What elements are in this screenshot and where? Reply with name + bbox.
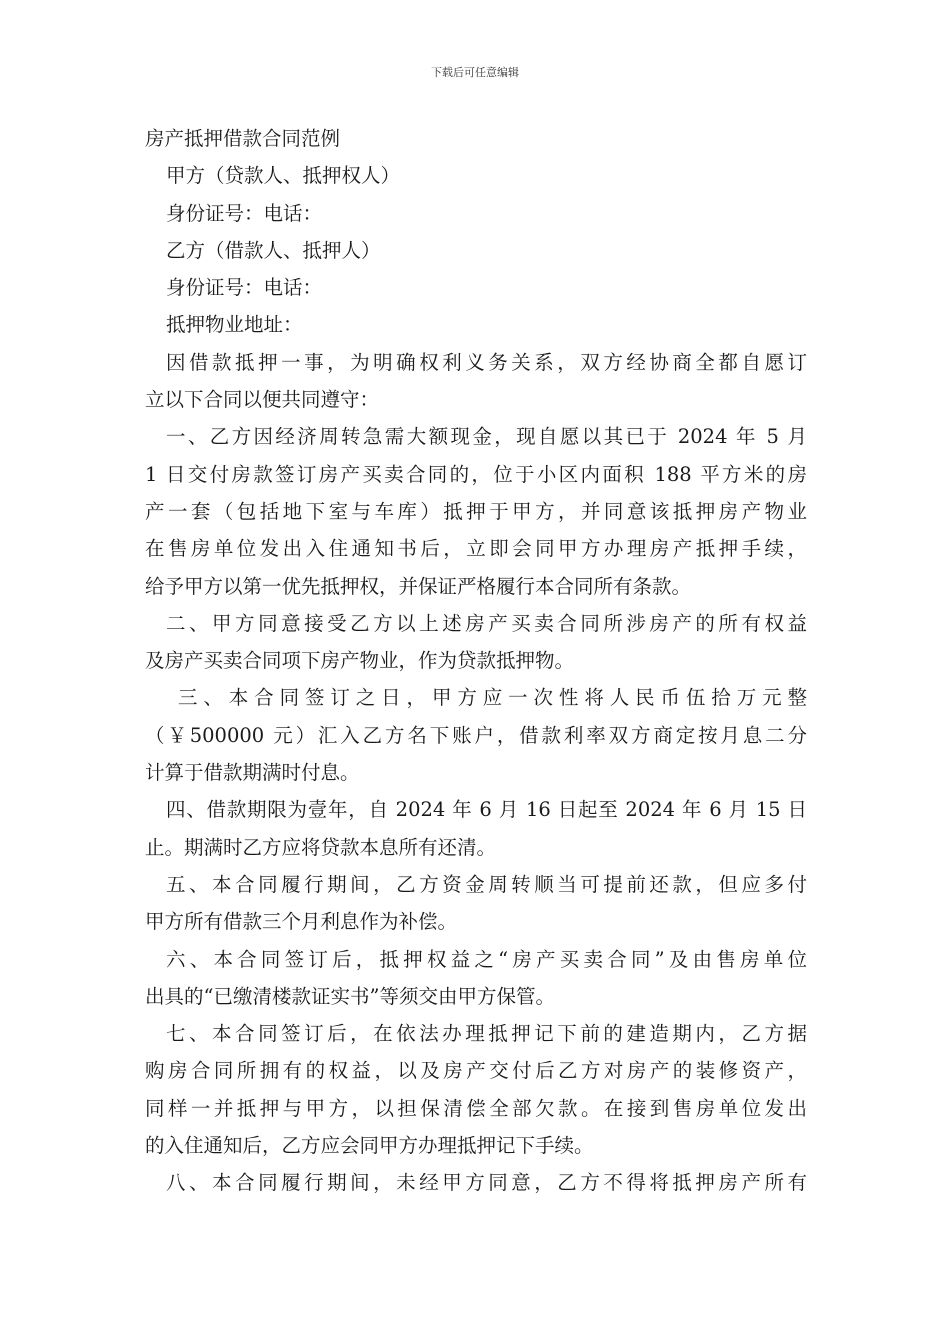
preamble-line: 因借款抵押一事，为明确权利义务关系，双方经协商全都自愿订 bbox=[166, 350, 807, 374]
clause-5-line: 五、本合同履行期间，乙方资金周转顺当可提前还款，但应多付 bbox=[166, 872, 807, 896]
clause-1-line: 一、乙方因经济周转急需大额现金，现自愿以其已于 2024 年 5 月 bbox=[166, 425, 807, 449]
clause-8-line: 八、本合同履行期间，未经甲方同意，乙方不得将抵押房产所有 bbox=[166, 1171, 807, 1195]
clause-3-line: 三、本合同签订之日，甲方应一次性将人民币伍拾万元整 bbox=[178, 686, 807, 710]
clause-3-line: 计算于借款期满时付息。 bbox=[145, 761, 360, 785]
clause-6-line: 出具的“已缴清楼款证实书”等须交由甲方保管。 bbox=[145, 984, 555, 1008]
party-a-id-phone: 身份证号：电话： bbox=[166, 201, 323, 225]
clause-5-line: 甲方所有借款三个月利息作为补偿。 bbox=[145, 910, 458, 934]
preamble-line: 立以下合同以便共同遵守： bbox=[145, 388, 380, 412]
clause-1-line: 1 日交付房款签订房产买卖合同的，位于小区内面积 188 平方米的房 bbox=[145, 462, 807, 486]
clause-6-line: 六、本合同签订后，抵押权益之“房产买卖合同”及由售房单位 bbox=[166, 947, 807, 971]
clause-7-line: 的入住通知后，乙方应会同甲方办理抵押记下手续。 bbox=[145, 1134, 594, 1158]
clause-4-line: 四、借款期限为壹年，自 2024 年 6 月 16 日起至 2024 年 6 月 15 日 bbox=[166, 798, 807, 822]
document-title: 房产抵押借款合同范例 bbox=[145, 127, 341, 150]
party-b-id-phone: 身份证号：电话： bbox=[166, 276, 323, 300]
clause-1-line: 给予甲方以第一优先抵押权，并保证严格履行本合同所有条款。 bbox=[145, 574, 692, 598]
clause-7-line: 同样一并抵押与甲方，以担保清偿全部欠款。在接到售房单位发出 bbox=[145, 1096, 807, 1120]
party-b-label: 乙方（借款人、抵押人） bbox=[166, 238, 381, 262]
clause-7-line: 购房合同所拥有的权益，以及房产交付后乙方对房产的装修资产， bbox=[145, 1059, 807, 1083]
clause-2-line: 及房产买卖合同项下房产物业，作为贷款抵押物。 bbox=[145, 649, 575, 673]
mortgage-address: 抵押物业地址： bbox=[166, 313, 303, 337]
clause-1-line: 产一套（包括地下室与车库）抵押于甲方，并同意该抵押房产物业 bbox=[145, 499, 807, 523]
clause-7-line: 七、本合同签订后，在依法办理抵押记下前的建造期内，乙方据 bbox=[166, 1022, 807, 1046]
clause-2-line: 二、甲方同意接受乙方以上述房产买卖合同所涉房产的所有权益 bbox=[166, 611, 807, 635]
clause-1-line: 在售房单位发出入住通知书后，立即会同甲方办理房产抵押手续， bbox=[145, 537, 807, 561]
document-body bbox=[145, 120, 807, 1202]
party-a-label: 甲方（贷款人、抵押权人） bbox=[166, 164, 401, 188]
page-header-note: 下载后可任意编辑 bbox=[431, 66, 519, 79]
clause-3-line: （￥500000 元）汇入乙方名下账户，借款利率双方商定按月息二分 bbox=[145, 723, 807, 747]
clause-4-line: 止。期满时乙方应将贷款本息所有还清。 bbox=[145, 835, 497, 859]
